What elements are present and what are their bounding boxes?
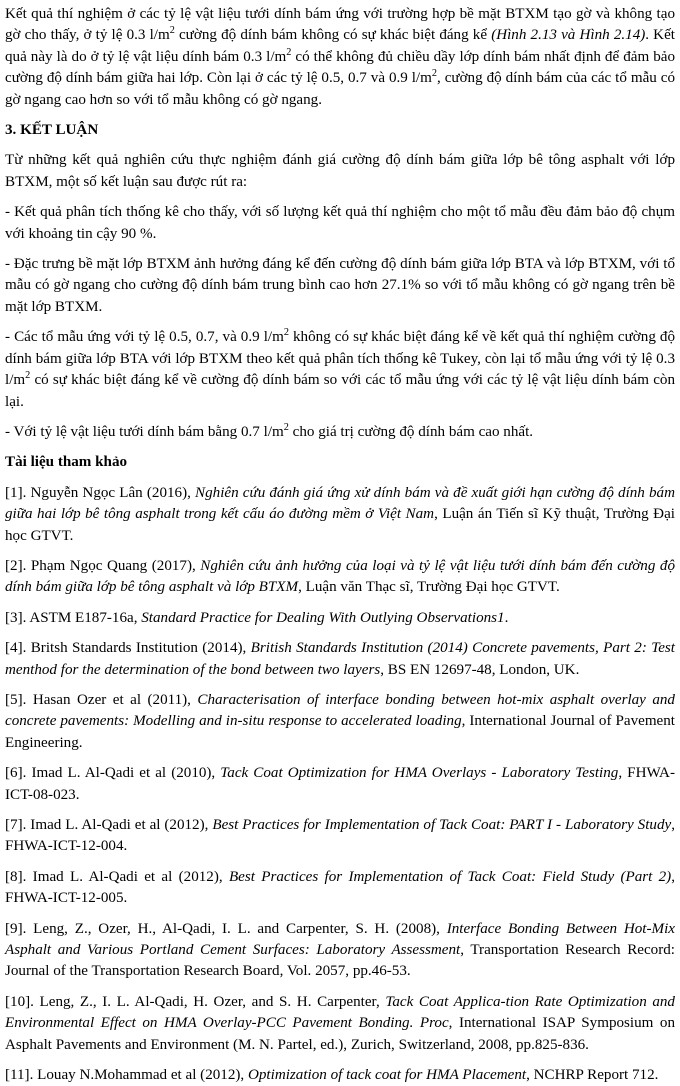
reference-item: [4]. Britsh Standards Institution (2014), British Standards Institution (2014) Concrete pavements, Part 2: Test menthod for the determination of the bond between two layers, BS EN 12697-48, London, UK. bbox=[5, 640, 675, 678]
conclusion-bullet: - Với tỷ lệ vật liệu tưới dính bám bằng 0.7 $l/m^2$ cho giá trị cường độ dính bám cao nhất. bbox=[5, 421, 534, 440]
reference-item: [7]. Imad L. Al-Qadi et al (2012), Best Practices for Implementation of Tack Coat: PART I - Laboratory Study, FHWA-ICT-12-004. bbox=[5, 817, 675, 855]
reference-item: [2]. Phạm Ngọc Quang (2017), Nghiên cứu ảnh hưởng của loại và tỷ lệ vật liệu tưới dính bám đến cường độ dính bám giữa lớp bê tông asphalt và lớp BTXM, Luận văn Thạc sĩ, Trường Đại học GTVT. bbox=[5, 557, 675, 596]
reference-item: [1]. Nguyễn Ngọc Lân (2016), Nghiên cứu đánh giá ứng xử dính bám và đề xuất giới hạn cường độ dính bám giữa hai lớp bê tông asphalt trong kết cấu áo đường mềm ở Việt Nam, Luận án Tiến sĩ Kỹ thuật, Trường Đại học GTVT. bbox=[5, 484, 675, 544]
reference-item: [8]. Imad L. Al-Qadi et al (2012), Best Practices for Implementation of Tack Coat: Field Study (Part 2), FHWA-ICT-12-005. bbox=[5, 868, 675, 907]
reference-item: [9]. Leng, Z., Ozer, H., Al-Qadi, I. L. and Carpenter, S. H. (2008), Interface Bonding Between Hot-Mix Asphalt and Various Portland Cement Surfaces: Laboratory Assessment, Transportation Research Record: Journal of the Transportation Research Board, Vol. 2057, pp.46-53. bbox=[5, 920, 675, 980]
reference-item: [11]. Louay N.Mohammad et al (2012), Optimization of tack coat for HMA Placement, NCHRP Report 712. bbox=[5, 1067, 659, 1084]
conclusion-bullet: - Các tổ mẫu ứng với tỷ lệ 0.5, 0.7, và 0.9 $l/m^2$ không có sự khác biệt đáng kể về kết quả thí nghiệm cường độ dính bám giữa lớp BTA với lớp BTXM theo kết quả phân tích thống kê Tukey, còn lại tổ mẫu ứng với tỷ lệ 0.3 $l/m^2$ có sự khác biệt đáng kể về cường độ dính bám so với các tổ mẫu ứng với các tỷ lệ vật liệu dính bám còn lại. bbox=[5, 327, 675, 410]
references-heading: Tài liệu tham khảo bbox=[5, 454, 128, 471]
conclusion-heading: 3. KẾT LUẬN bbox=[5, 122, 99, 139]
reference-item: [5]. Hasan Ozer et al (2011), Characterisation of interface bonding between hot-mix asphalt overlay and concrete pavements: Modelling and in-situ response to accelerated loading, International Journal of Pavement Engineering. bbox=[5, 691, 675, 751]
reference-item: [3]. ASTM E187-16a, Standard Practice for Dealing With Outlying Observations1. bbox=[5, 609, 509, 626]
conclusion-bullet: - Kết quả phân tích thống kê cho thấy, với số lượng kết quả thí nghiệm cho một tổ mẫu đều đảm bảo độ chụm với khoảng tin cậy 90 %. bbox=[5, 204, 675, 242]
reference-list bbox=[5, 483, 675, 1086]
intro-paragraph: Kết quả thí nghiệm ở các tỷ lệ vật liệu tưới dính bám ứng với trường hợp bề mặt BTXM tạo gờ và không tạo gờ cho thấy, ở tỷ lệ 0.3 $l/m^2$ cường độ dính bám không có sự khác biệt đáng kể (Hình 2.13 và Hình 2.14). Kết quả này là do ở tỷ lệ vật liệu dính bám 0.3 $l/m^2$ có thể không đủ chiều dầy lớp dính bám nhất định để đảm bảo cường độ dính bám giữa hai lớp. Còn lại ở các tỷ lệ 0.5, 0.7 và 0.9 $l/m^2$, cường độ dính bám của các tổ mẫu có gờ ngang cao hơn so với tổ mẫu không có gờ ngang. bbox=[5, 6, 675, 108]
reference-item: [10]. Leng, Z., I. L. Al-Qadi, H. Ozer, and S. H. Carpenter, Tack Coat Applica-tion Rate Optimization and Environmental Effect on HMA Overlay-PCC Pavement Bonding. Proc, International ISAP Symposium on Asphalt Pavements and Environment (M. N. Partel, ed.), Zurich, Switzerland, 2008, pp.825-836. bbox=[5, 993, 675, 1053]
conclusion-bullet-list bbox=[5, 202, 675, 443]
reference-item: [6]. Imad L. Al-Qadi et al (2010), Tack Coat Optimization for HMA Overlays - Laboratory Testing, FHWA-ICT-08-023. bbox=[5, 765, 675, 803]
conclusion-intro-paragraph: Từ những kết quả nghiên cứu thực nghiệm đánh giá cường độ dính bám giữa lớp bê tông asphalt với lớp BTXM, một số kết luận sau được rút ra: bbox=[5, 152, 675, 190]
conclusion-bullet: - Đặc trưng bề mặt lớp BTXM ảnh hưởng đáng kể đến cường độ dính bám giữa lớp BTA và lớp BTXM, với tổ mẫu có gờ ngang cho cường độ dính bám trung bình cao hơn 27.1% so với tổ mẫu không có gờ ngang trên bề mặt lớp BTXM. bbox=[5, 256, 675, 315]
